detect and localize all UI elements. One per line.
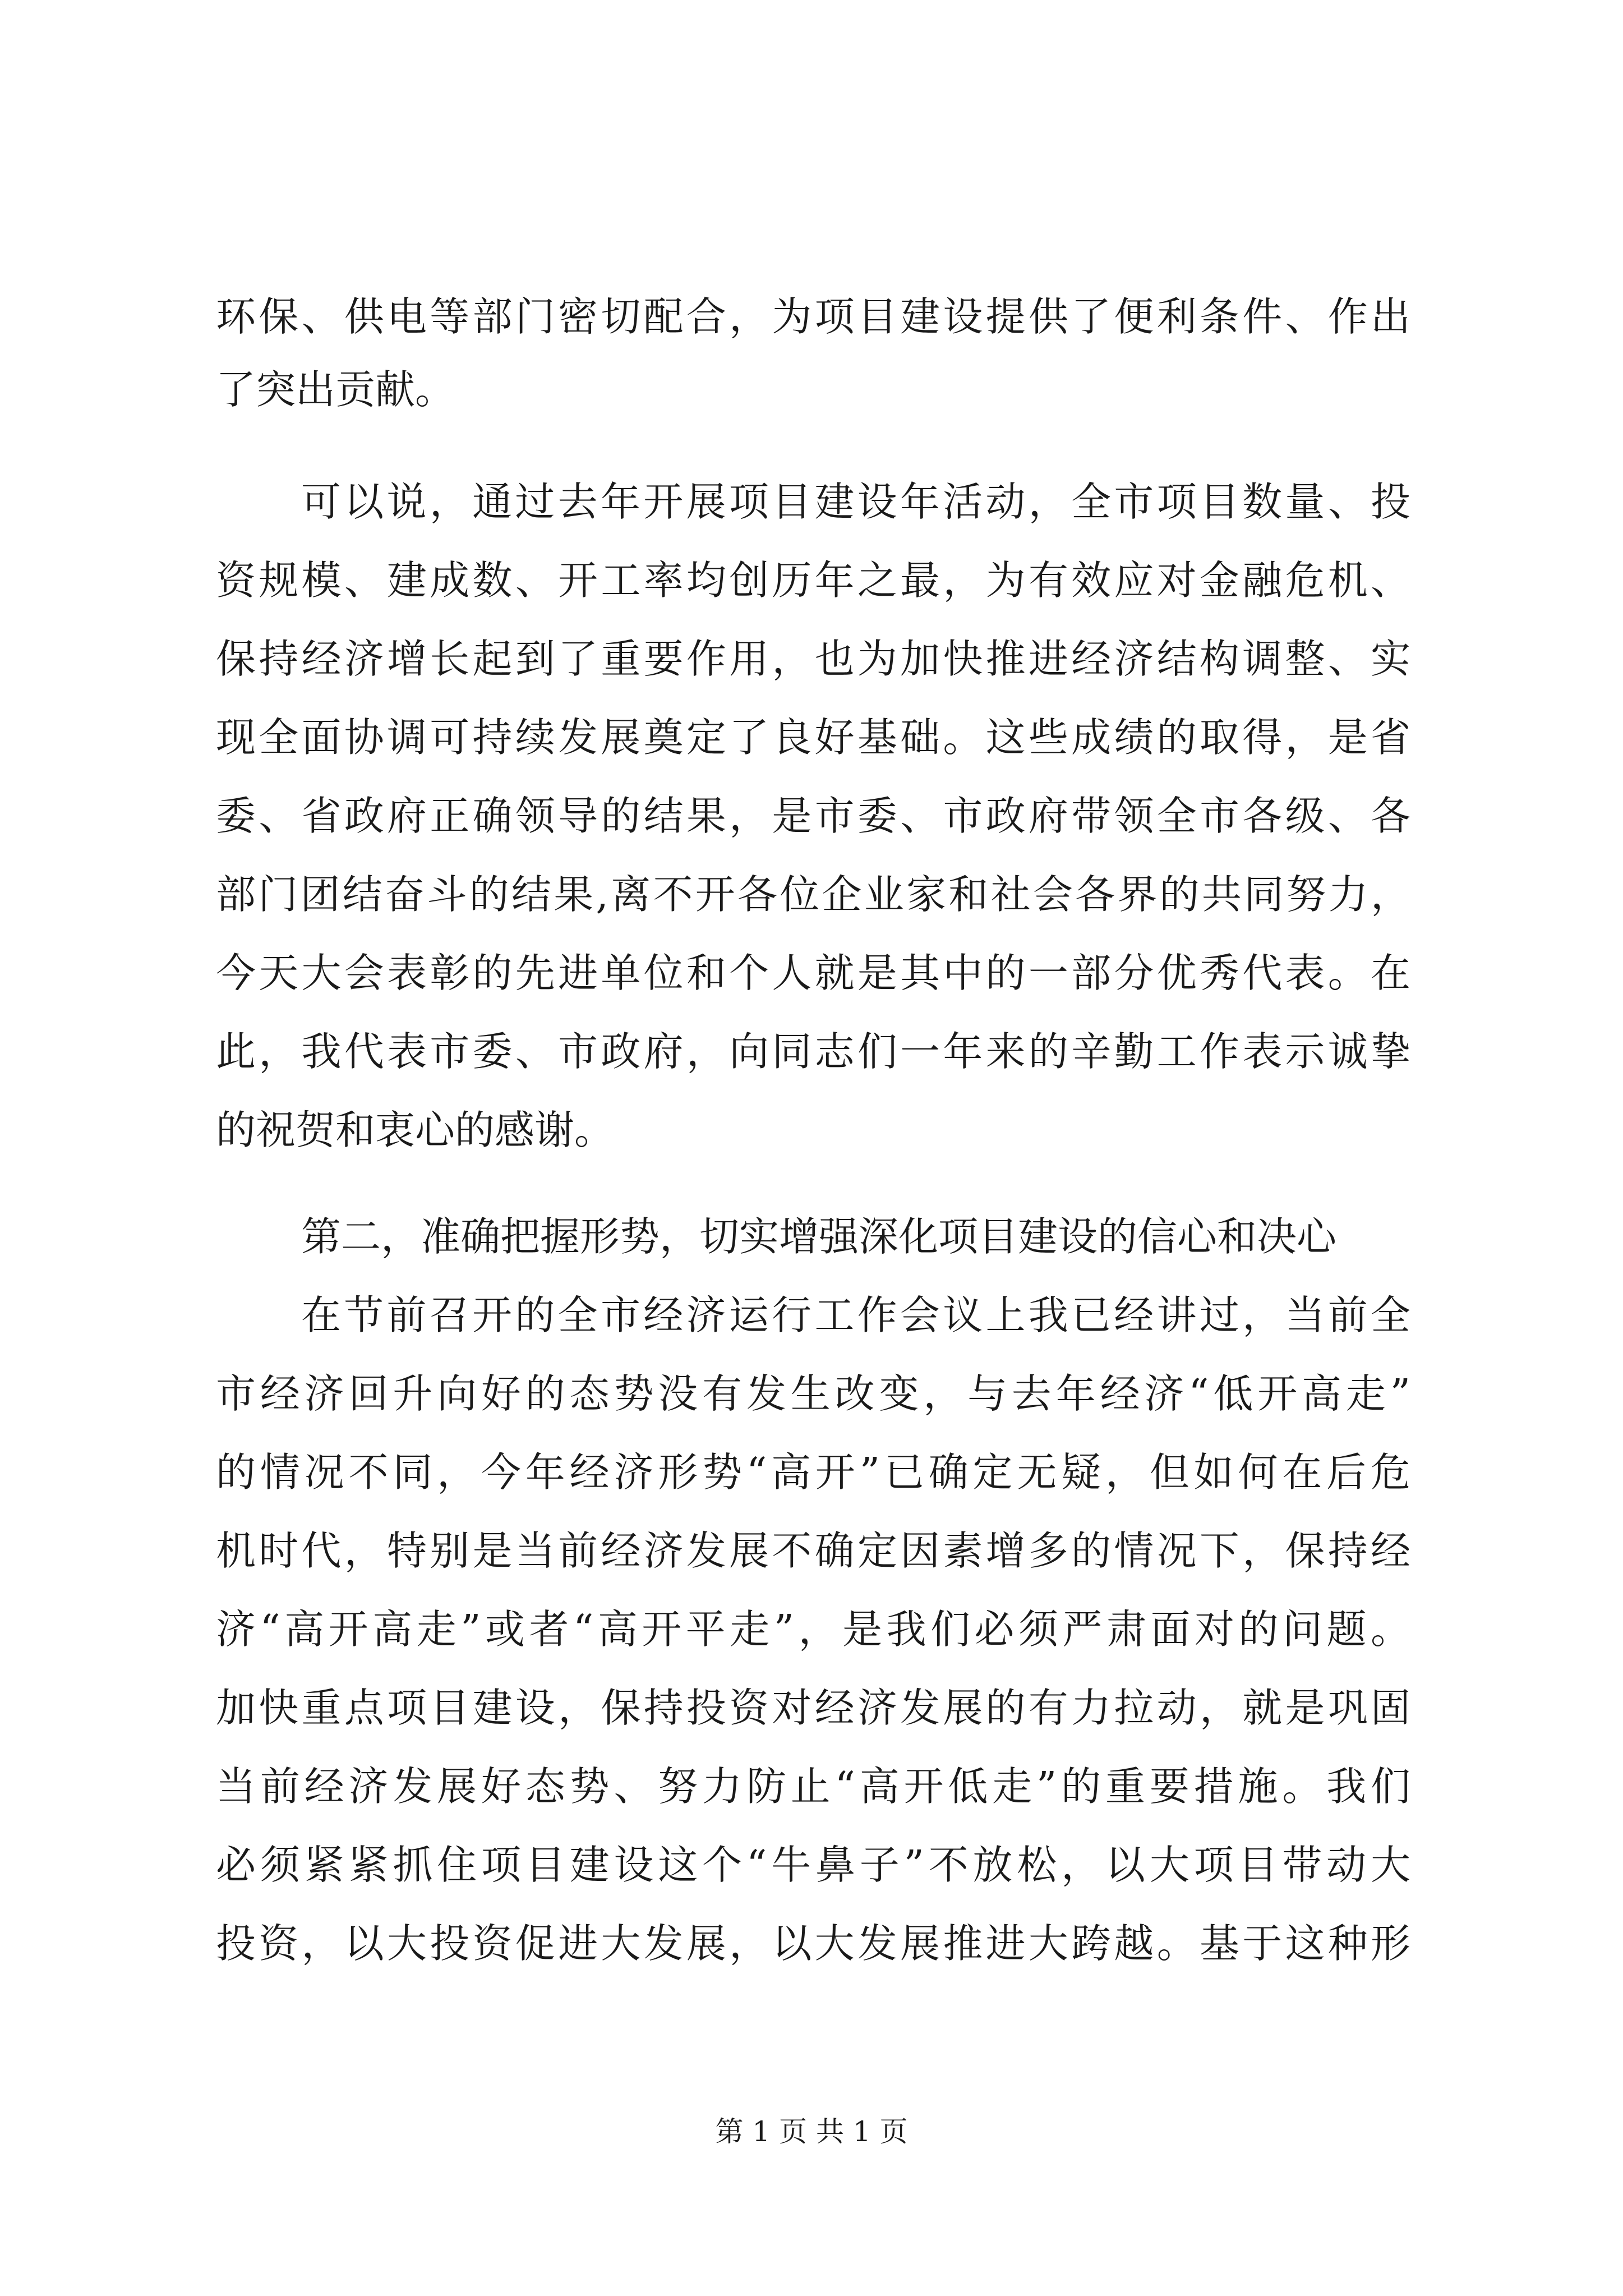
text-line: 在节前召开的全市经济运行工作会议上我已经讲过，当前全	[301, 1292, 1410, 1338]
text-line: 资规模、建成数、开工率均创历年之最，为有效应对金融危机、	[216, 557, 1410, 604]
text-line: 保持经济增长起到了重要作用，也为加快推进经济结构调整、实	[216, 636, 1410, 682]
text-line: 必须紧紧抓住项目建设这个“牛鼻子”不放松，以大项目带动大	[216, 1842, 1410, 1888]
section-heading: 第二，准确把握形势，切实增强深化项目建设的信心和决心	[301, 1213, 1337, 1260]
text-line: 此，我代表市委、市政府，向同志们一年来的辛勤工作表示诚挚	[216, 1028, 1410, 1075]
text-line: 委、省政府正确领导的结果，是市委、市政府带领全市各级、各	[216, 793, 1410, 839]
text-line: 机时代，特别是当前经济发展不确定因素增多的情况下，保持经	[216, 1527, 1410, 1574]
text-line: 市经济回升向好的态势没有发生改变，与去年经济“低开高走”	[216, 1370, 1410, 1417]
text-line: 加快重点项目建设，保持投资对经济发展的有力拉动，就是巩固	[216, 1685, 1410, 1731]
text-line: 今天大会表彰的先进单位和个人就是其中的一部分优秀代表。在	[216, 950, 1410, 996]
text-line: 济“高开高走”或者“高开平走”，是我们必须严肃面对的问题。	[216, 1606, 1410, 1653]
text-line: 可以说，通过去年开展项目建设年活动，全市项目数量、投	[301, 478, 1410, 525]
text-line: 当前经济发展好态势、努力防止“高开低走”的重要措施。我们	[216, 1763, 1410, 1810]
text-line: 了突出贡献。	[216, 366, 455, 413]
text-line: 的情况不同，今年经济形势“高开”已确定无疑，但如何在后危	[216, 1449, 1410, 1496]
text-line: 现全面协调可持续发展奠定了良好基础。这些成绩的取得，是省	[216, 714, 1410, 761]
text-line: 部门团结奋斗的结果,离不开各位企业家和社会各界的共同努力，	[216, 871, 1410, 918]
page-number-footer: 第 1 页 共 1 页	[715, 2115, 908, 2148]
text-line: 的祝贺和衷心的感谢。	[216, 1107, 615, 1153]
text-line: 投资，以大投资促进大发展，以大发展推进大跨越。基于这种形	[216, 1920, 1410, 1967]
text-line: 环保、供电等部门密切配合，为项目建设提供了便利条件、作出	[216, 293, 1410, 340]
